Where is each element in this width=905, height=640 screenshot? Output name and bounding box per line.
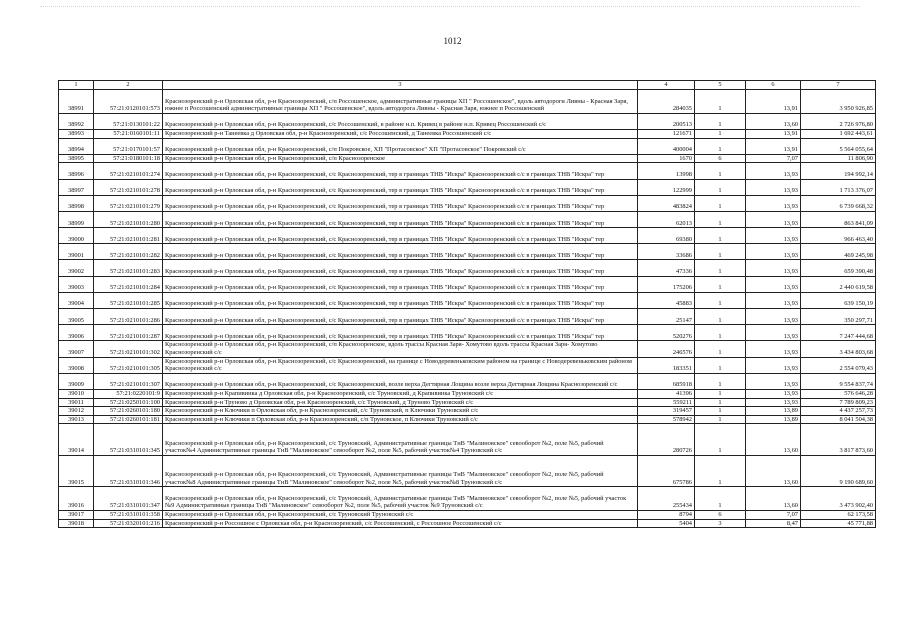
location-description: Краснозоренский р-н Крапивинка д Орловская обл, р-н Краснозоренский, с/с Труновский, д Крапивинка Труновский с/с <box>163 389 638 398</box>
cadastral-value: 3 473 902,40 <box>801 487 876 511</box>
rate-value: 13,91 <box>746 90 801 114</box>
cadastral-number: 57:21:0260101:181 <box>94 415 163 424</box>
cadastral-number: 57:21:0210101:286 <box>94 309 163 325</box>
cadastral-value: 6 739 668,32 <box>801 195 876 211</box>
row-number: 39001 <box>59 244 94 260</box>
rate-value: 8,47 <box>746 519 801 528</box>
category-code: 1 <box>695 292 746 308</box>
table-row <box>59 487 876 511</box>
table-row <box>59 424 876 455</box>
table-row <box>59 260 876 276</box>
area-value: 41396 <box>638 389 695 398</box>
cadastral-value: 3 434 803,68 <box>801 341 876 357</box>
row-number: 39016 <box>59 487 94 511</box>
location-description: Краснозоренский р-н Орловская обл, р-н Краснозоренский, с/с Труновский, Административные границы ТнВ "Малиновское" севооборот №2, поле №5, рабочий участок №9 Административные границы ТнВ "Малиновское" севооборот №2, поле №5, рабочий участок №9 Труновский с/с <box>163 487 638 511</box>
row-number: 39015 <box>59 455 94 486</box>
row-number: 39000 <box>59 228 94 244</box>
row-number: 39002 <box>59 260 94 276</box>
row-number: 39011 <box>59 398 94 407</box>
rate-value: 13,93 <box>746 211 801 227</box>
area-value: 69380 <box>638 228 695 244</box>
location-description: Краснозоренский р-н Орловская обл, р-н Краснозоренский, с/с Краснозоренский, тер в границах ТНВ "Искра" Краснозоренский с/с в границах ТНВ "Искра" тер <box>163 195 638 211</box>
location-description: Краснозоренский р-н Орловская обл, р-н Краснозоренский, с/с Краснозоренский, тер в границах ТНВ "Искра" Краснозоренский с/с в границах ТНВ "Искра" тер <box>163 179 638 195</box>
table-row <box>59 129 876 138</box>
table-row <box>59 309 876 325</box>
category-code: 1 <box>695 455 746 486</box>
location-description: Краснозоренский р-н Орловская обл, р-н Краснозоренский, с/п Россошенское, административные границы ХП " Россошенское", вдоль автодороги Ливны - Красная Заря, южнее п Россошенский административные границы ХП " Россошенское", вдоль автодорога Ливны - Красная Заря, южнее п Россошенский <box>163 90 638 114</box>
location-description: Краснозоренский р-н Ключики п Орловская обл, р-н Краснозоренский, с/п Труновское, п Ключики Труновский с/с <box>163 415 638 424</box>
row-number: 38993 <box>59 129 94 138</box>
category-code: 1 <box>695 341 746 357</box>
cadastral-number: 57:21:0310101:347 <box>94 487 163 511</box>
category-code: 1 <box>695 244 746 260</box>
area-value: 47336 <box>638 260 695 276</box>
area-value: 483824 <box>638 195 695 211</box>
cadastral-number: 57:21:0220101:9 <box>94 389 163 398</box>
cadastral-value: 659 390,48 <box>801 260 876 276</box>
cadastral-number: 57:21:0210101:285 <box>94 292 163 308</box>
cadastral-number: 57:21:0210101:281 <box>94 228 163 244</box>
category-code: 1 <box>695 195 746 211</box>
table-row <box>59 292 876 308</box>
rate-value: 13,93 <box>746 389 801 398</box>
cadastral-value: 4 437 257,73 <box>801 407 876 416</box>
area-value: 45883 <box>638 292 695 308</box>
rate-value: 13,93 <box>746 195 801 211</box>
location-description: Краснозоренский р-н Орловская обл, р-н Краснозоренский, с/с Краснозоренский, тер в границах ТНВ "Искра" Краснозоренский с/с в границах ТНВ "Искра" тер <box>163 260 638 276</box>
rate-value: 13,93 <box>746 244 801 260</box>
cadastral-number: 57:21:0310101:358 <box>94 510 163 519</box>
table-row <box>59 90 876 114</box>
table-row <box>59 519 876 528</box>
rate-value: 13,93 <box>746 276 801 292</box>
category-code: 1 <box>695 487 746 511</box>
row-number: 39014 <box>59 424 94 455</box>
cadastral-number: 57:21:0310101:346 <box>94 455 163 486</box>
table-row <box>59 341 876 357</box>
cadastral-value: 1 692 443,61 <box>801 129 876 138</box>
category-code: 1 <box>695 309 746 325</box>
cadastral-value: 2 726 976,80 <box>801 113 876 129</box>
table-row <box>59 244 876 260</box>
cadastral-number: 57:21:0210101:287 <box>94 325 163 341</box>
area-value: 675786 <box>638 455 695 486</box>
rate-value: 7,07 <box>746 510 801 519</box>
row-number: 38991 <box>59 90 94 114</box>
rate-value: 13,93 <box>746 228 801 244</box>
location-description: Краснозоренский р-н Орловская обл, р-н Краснозоренский, с/с Краснозоренский, тер в границах ТНВ "Искра" Краснозоренский с/с в границах ТНВ "Искра" тер <box>163 211 638 227</box>
category-code: 1 <box>695 90 746 114</box>
row-number: 39013 <box>59 415 94 424</box>
category-code: 1 <box>695 163 746 179</box>
category-code: 1 <box>695 129 746 138</box>
table-row <box>59 415 876 424</box>
rate-value: 13,93 <box>746 325 801 341</box>
table-row <box>59 276 876 292</box>
cadastral-number: 57:21:0120101:573 <box>94 90 163 114</box>
cadastral-number: 57:21:0210101:307 <box>94 373 163 389</box>
cadastral-value: 350 297,71 <box>801 309 876 325</box>
cadastral-value: 576 646,28 <box>801 389 876 398</box>
cadastral-number: 57:21:0320101:216 <box>94 519 163 528</box>
category-code: 1 <box>695 407 746 416</box>
row-number: 38995 <box>59 154 94 163</box>
rate-value: 13,93 <box>746 260 801 276</box>
area-value: 400004 <box>638 138 695 154</box>
cadastral-value: 469 245,98 <box>801 244 876 260</box>
rate-value: 13,60 <box>746 424 801 455</box>
row-number: 38998 <box>59 195 94 211</box>
table-row <box>59 228 876 244</box>
category-code: 3 <box>695 519 746 528</box>
cadastral-value: 9 190 689,60 <box>801 455 876 486</box>
cadastral-value: 7 247 444,68 <box>801 325 876 341</box>
cadastral-value: 62 173,58 <box>801 510 876 519</box>
rate-value: 13,93 <box>746 163 801 179</box>
category-code: 1 <box>695 389 746 398</box>
row-number: 39004 <box>59 292 94 308</box>
area-value: 121671 <box>638 129 695 138</box>
cadastral-number: 57:21:0210101:302 <box>94 341 163 357</box>
row-number: 39003 <box>59 276 94 292</box>
category-code: 6 <box>695 510 746 519</box>
header-col-6: 6 <box>746 81 801 90</box>
cadastral-value: 11 806,90 <box>801 154 876 163</box>
cadastral-value: 5 564 055,64 <box>801 138 876 154</box>
row-number: 39018 <box>59 519 94 528</box>
row-number: 39009 <box>59 373 94 389</box>
table-row <box>59 357 876 373</box>
category-code: 1 <box>695 138 746 154</box>
location-description: Краснозоренский р-н Ключики п Орловская обл, р-н Краснозоренский, с/с Труновский, п Ключики Труновский с/с <box>163 407 638 416</box>
row-number: 39006 <box>59 325 94 341</box>
category-code: 1 <box>695 211 746 227</box>
table-row <box>59 407 876 416</box>
location-description: Краснозоренский р-н Россошное с Орловская обл, р-н Краснозоренский, с/с Россошенский, с Россошное Россошенский с/с <box>163 519 638 528</box>
location-description: Краснозоренский р-н Орловская обл, р-н Краснозоренский, с/с Краснозоренский, возле верха Дегтярная Лощина возле верха Дегтярная Лощина Краснозоренский с/с <box>163 373 638 389</box>
area-value: 183351 <box>638 357 695 373</box>
area-value: 62013 <box>638 211 695 227</box>
location-description: Краснозоренский р-н Труново д Орловская обл, р-н Краснозоренский, с/с Труновский, д Труново Труновский с/с <box>163 398 638 407</box>
rate-value: 13,89 <box>746 415 801 424</box>
header-col-2: 2 <box>94 81 163 90</box>
category-code: 1 <box>695 415 746 424</box>
cadastral-number: 57:21:0310101:345 <box>94 424 163 455</box>
page-number: 1012 <box>443 36 462 46</box>
row-number: 38996 <box>59 163 94 179</box>
rate-value: 13,91 <box>746 129 801 138</box>
location-description: Краснозоренский р-н Орловская обл, р-н Краснозоренский, с/с Краснозоренский, тер в границах ТНВ "Искра" Краснозоренский с/с в границах ТНВ "Искра" тер <box>163 244 638 260</box>
row-number: 39012 <box>59 407 94 416</box>
table-row <box>59 154 876 163</box>
register-table <box>58 80 876 528</box>
table-row <box>59 325 876 341</box>
table-row <box>59 113 876 129</box>
cadastral-number: 57:21:0180101:18 <box>94 154 163 163</box>
category-code: 1 <box>695 398 746 407</box>
header-col-3: 3 <box>163 81 638 90</box>
category-code: 1 <box>695 424 746 455</box>
table-row <box>59 211 876 227</box>
cadastral-number: 57:21:0250101:100 <box>94 398 163 407</box>
cadastral-value: 639 150,19 <box>801 292 876 308</box>
cadastral-value: 1 713 376,07 <box>801 179 876 195</box>
table-row <box>59 163 876 179</box>
table-row <box>59 510 876 519</box>
cadastral-number: 57:21:0210101:282 <box>94 244 163 260</box>
cadastral-value: 9 554 837,74 <box>801 373 876 389</box>
rate-value: 13,91 <box>746 138 801 154</box>
area-value: 175206 <box>638 276 695 292</box>
cadastral-value: 7 789 809,23 <box>801 398 876 407</box>
cadastral-number: 57:21:0160101:11 <box>94 129 163 138</box>
row-number: 38994 <box>59 138 94 154</box>
area-value: 8794 <box>638 510 695 519</box>
location-description: Краснозоренский р-н Орловская обл, р-н Краснозоренский, с/п Покровское, ХП "Протасовское" ХП "Протасовское" Покровский с/с <box>163 138 638 154</box>
rate-value: 13,93 <box>746 341 801 357</box>
location-description: Краснозоренский р-н Орловская обл, р-н Краснозоренский, с/с Краснозоренский, тер в границах ТНВ "Искра" Краснозоренский с/с в границах ТНВ "Искра" тер <box>163 228 638 244</box>
area-value: 13998 <box>638 163 695 179</box>
cadastral-number: 57:21:0210101:283 <box>94 260 163 276</box>
rate-value: 13,60 <box>746 113 801 129</box>
location-description: Краснозоренский р-н Орловская обл, р-н Краснозоренский, с/с Краснозоренский, тер в границах ТНВ "Искра" Краснозоренский с/с в границах ТНВ "Искра" тер <box>163 276 638 292</box>
row-number: 39010 <box>59 389 94 398</box>
row-number: 38997 <box>59 179 94 195</box>
rate-value: 13,89 <box>746 407 801 416</box>
area-value: 246576 <box>638 341 695 357</box>
category-code: 1 <box>695 357 746 373</box>
cadastral-value: 45 771,88 <box>801 519 876 528</box>
rate-value: 13,93 <box>746 309 801 325</box>
area-value: 33686 <box>638 244 695 260</box>
cadastral-value: 2 554 079,43 <box>801 357 876 373</box>
area-value: 520276 <box>638 325 695 341</box>
area-value: 559211 <box>638 398 695 407</box>
area-value: 319457 <box>638 407 695 416</box>
header-col-4: 4 <box>638 81 695 90</box>
table-row <box>59 373 876 389</box>
cadastral-number: 57:21:0130101:22 <box>94 113 163 129</box>
header-col-7: 7 <box>801 81 876 90</box>
cadastral-number: 57:21:0210101:305 <box>94 357 163 373</box>
table-body <box>59 90 876 528</box>
category-code: 1 <box>695 276 746 292</box>
area-value: 284035 <box>638 90 695 114</box>
location-description: Краснозоренский р-н Орловская обл, р-н Краснозоренский, с/п Краснозоренское, вдоль трассы Красная Заря- Хомутово вдоль трассы Красная Заря- Хомутово Краснозоренский с/с <box>163 341 638 357</box>
row-number: 39007 <box>59 341 94 357</box>
category-code: 1 <box>695 373 746 389</box>
row-number: 39005 <box>59 309 94 325</box>
location-description: Краснозоренский р-н Орловская обл, р-н Краснозоренский, с/с Труновский Труновский с/с <box>163 510 638 519</box>
header-col-5: 5 <box>695 81 746 90</box>
category-code: 1 <box>695 113 746 129</box>
area-value: 122999 <box>638 179 695 195</box>
location-description: Краснозоренский р-н Орловская обл, р-н Краснозоренский, с/с Труновский, Административные границы ТнВ "Малиновское" севооборот №2, поле №5, рабочий участок№8 Административные границы ТнВ "Малиновское" севооборот №2, поле №5, рабочий участок№8 Труновский с/с <box>163 455 638 486</box>
header-col-1: 1 <box>59 81 94 90</box>
area-value: 200513 <box>638 113 695 129</box>
location-description: Краснозоренский р-н Орловская обл, р-н Краснозоренский, с/с Краснозоренский, тер в границах ТНВ "Искра" Краснозоренский с/с в границах ТНВ "Искра" тер <box>163 163 638 179</box>
rate-value: 13,60 <box>746 455 801 486</box>
row-number: 38992 <box>59 113 94 129</box>
cadastral-value: 2 440 619,58 <box>801 276 876 292</box>
table-row <box>59 455 876 486</box>
rate-value: 13,93 <box>746 373 801 389</box>
category-code: 1 <box>695 260 746 276</box>
cadastral-number: 57:21:0210101:284 <box>94 276 163 292</box>
cadastral-value: 966 463,40 <box>801 228 876 244</box>
location-description: Краснозоренский р-н Танеевка д Орловская обл, р-н Краснозоренский, с/с Россошенский, д Танеевка Россошенский с/с <box>163 129 638 138</box>
category-code: 1 <box>695 325 746 341</box>
category-code: 6 <box>695 154 746 163</box>
cadastral-value: 863 841,09 <box>801 211 876 227</box>
table-row <box>59 195 876 211</box>
area-value: 25147 <box>638 309 695 325</box>
cadastral-number: 57:21:0210101:278 <box>94 179 163 195</box>
table-row <box>59 398 876 407</box>
rate-value: 13,93 <box>746 398 801 407</box>
cadastral-number: 57:21:0170101:57 <box>94 138 163 154</box>
area-value: 5404 <box>638 519 695 528</box>
location-description: Краснозоренский р-н Орловская обл, р-н Краснозоренский, с/с Краснозоренский, тер в границах ТНВ "Искра" Краснозоренский с/с в границах ТНВ "Искра" тер <box>163 292 638 308</box>
rate-value: 7,07 <box>746 154 801 163</box>
table-row <box>59 138 876 154</box>
cadastral-value: 8 041 504,38 <box>801 415 876 424</box>
rate-value: 13,60 <box>746 487 801 511</box>
location-description: Краснозоренский р-н Орловская обл, р-н Краснозоренский, с/с Краснозоренский, тер в границах ТНВ "Искра" Краснозоренский с/с в границах ТНВ "Искра" тер <box>163 325 638 341</box>
cadastral-value: 194 992,14 <box>801 163 876 179</box>
row-number: 39017 <box>59 510 94 519</box>
area-value: 578942 <box>638 415 695 424</box>
table-row <box>59 389 876 398</box>
header-row <box>59 81 876 90</box>
table-row <box>59 179 876 195</box>
area-value: 1670 <box>638 154 695 163</box>
rate-value: 13,93 <box>746 357 801 373</box>
area-value: 685918 <box>638 373 695 389</box>
location-description: Краснозоренский р-н Орловская обл, р-н Краснозоренский, с/с Россошенский, в районе н.п. Кривец в районе н.п. Кривец Россошенский с/с <box>163 113 638 129</box>
row-number: 39008 <box>59 357 94 373</box>
rate-value: 13,93 <box>746 292 801 308</box>
category-code: 1 <box>695 179 746 195</box>
area-value: 255434 <box>638 487 695 511</box>
rate-value: 13,93 <box>746 179 801 195</box>
location-description: Краснозоренский р-н Орловская обл, р-н Краснозоренский, с/с Краснозоренский, на границе с Новодеревеньковским районом на границе с Новодеревеньковским районом Краснозоренский с/с <box>163 357 638 373</box>
location-description: Краснозоренский р-н Орловская обл, р-н Краснозоренский, с/п Краснозоренское <box>163 154 638 163</box>
scan-artifact <box>40 6 860 13</box>
location-description: Краснозоренский р-н Орловская обл, р-н Краснозоренский, с/с Труновский, Административные границы ТнВ "Малиновское" севооборот №2, поле №5, рабочий участок№4 Административные границы ТнВ "Малиновское" севооборот №2, поле №5, рабочий участок№4 Труновский с/с <box>163 424 638 455</box>
category-code: 1 <box>695 228 746 244</box>
row-number: 38999 <box>59 211 94 227</box>
area-value: 280726 <box>638 424 695 455</box>
cadastral-number: 57:21:0210101:280 <box>94 211 163 227</box>
cadastral-number: 57:21:0210101:279 <box>94 195 163 211</box>
cadastral-value: 3 950 926,85 <box>801 90 876 114</box>
location-description: Краснозоренский р-н Орловская обл, р-н Краснозоренский, с/с Краснозоренский, тер в границах ТНВ "Искра" Краснозоренский с/с в границах ТНВ "Искра" тер <box>163 309 638 325</box>
cadastral-value: 3 817 873,60 <box>801 424 876 455</box>
cadastral-number: 57:21:0260101:180 <box>94 407 163 416</box>
cadastral-number: 57:21:0210101:274 <box>94 163 163 179</box>
